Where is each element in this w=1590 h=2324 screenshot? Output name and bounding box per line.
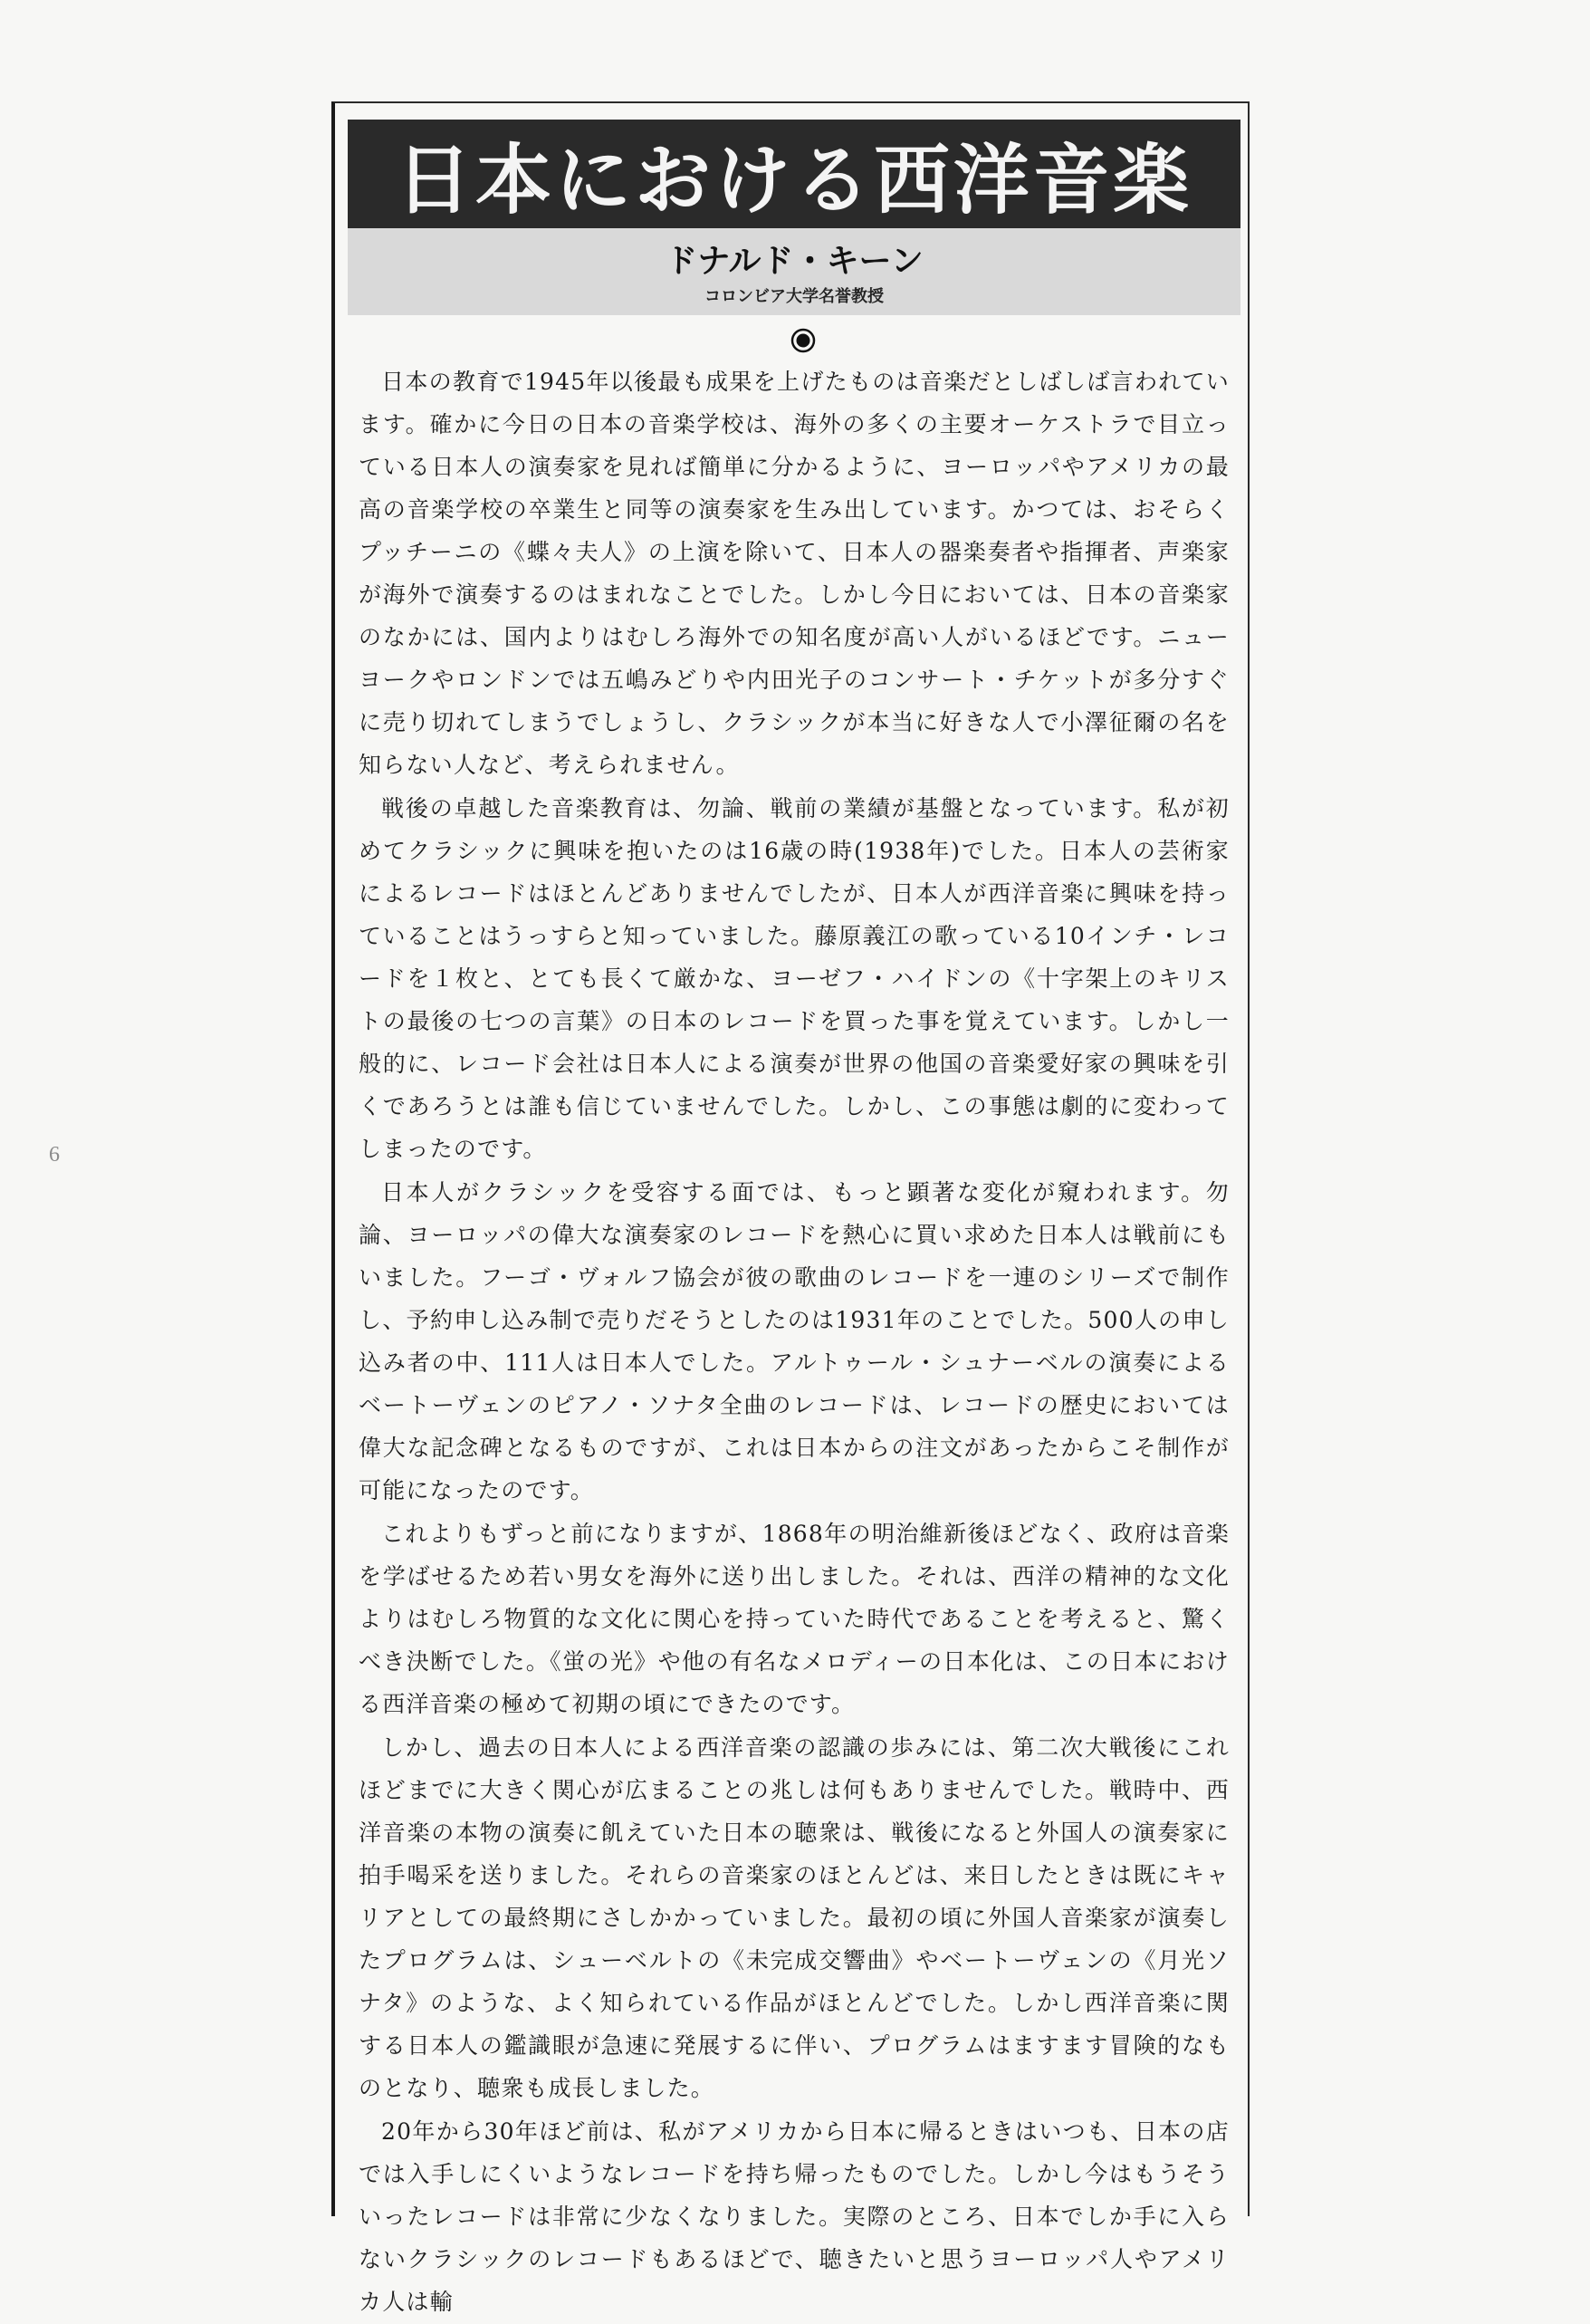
- author-name: ドナルド・キーン: [665, 243, 924, 280]
- paragraph: 戦後の卓越した音楽教育は、勿論、戦前の業績が基盤となっています。私が初めてクラシックに興味を抱いたのは16歳の時(1938年)でした。日本人の芸術家によるレコードはほとんどありませんでしたが、日本人が西洋音楽に興味を持っていることはうっすらと知っていました。藤原義江の歌っている10インチ・レコードを１枚と、とても長くて厳かな、ヨーゼフ・ハイドンの《十字架上のキリストの最後の七つの言葉》の日本のレコードを買った事を覚えています。しかし一般的に、レコード会社は日本人による演奏が世界の他国の音楽愛好家の興味を引くであろうとは誰も信じていませんでした。しかし、この事態は劇的に変わってしまったのです。: [359, 795, 1231, 1162]
- title-band: [348, 120, 1240, 228]
- page-number: 6: [49, 1143, 60, 1167]
- author-affiliation: コロンビア大学名誉教授: [704, 287, 884, 306]
- paragraph: 日本の教育で1945年以後最も成果を上げたものは音楽だとしばしば言われています。確かに今日の日本の音楽学校は、海外の多くの主要オーケストラで目立っている日本人の演奏家を見れば簡単に分かるように、ヨーロッパやアメリカの最高の音楽学校の卒業生と同等の演奏家を生み出しています。かつては、おそらくプッチーニの《蝶々夫人》の上演を除いて、日本人の器楽奏者や指揮者、声楽家が海外で演奏するのはまれなことでした。しかし今日においては、日本の音楽家のなかには、国内よりはむしろ海外での知名度が高い人がいるほどです。ニューヨークやロンドンでは五嶋みどりや内田光子のコンサート・チケットが多分すぐに売り切れてしまうでしょうし、クラシックが本当に好きな人で小澤征爾の名を知らない人など、考えられません。: [359, 369, 1231, 778]
- article-title: 日本における西洋音楽: [395, 134, 1192, 225]
- author-band: [348, 228, 1240, 315]
- paragraph: しかし、過去の日本人による西洋音楽の認識の歩みには、第二次大戦後にこれほどまでに大きく関心が広まることの兆しは何もありませんでした。戦時中、西洋音楽の本物の演奏に飢えていた日本の聴衆は、戦後になると外国人の演奏家に拍手喝采を送りました。それらの音楽家のほとんどは、来日したときは既にキャリアとしての最終期にさしかかっていました。最初の頃に外国人音楽家が演奏したプログラムは、シューベルトの《未完成交響曲》やベートーヴェンの《月光ソナタ》のような、よく知られている作品がほとんどでした。しかし西洋音楽に関する日本人の鑑識眼が急速に発展するに伴い、プログラムはますます冒険的なものとなり、聴衆も成長しました。: [359, 1734, 1231, 2101]
- paragraph: 日本人がクラシックを受容する面では、もっと顕著な変化が窺われます。勿論、ヨーロッパの偉大な演奏家のレコードを熱心に買い求めた日本人は戦前にもいました。フーゴ・ヴォルフ協会が彼の歌曲のレコードを一連のシリーズで制作し、予約申し込み制で売りだそうとしたのは1931年のことでした。500人の申し込み者の中、111人は日本人でした。アルトゥール・シュナーベルの演奏によるベートーヴェンのピアノ・ソナタ全曲のレコードは、レコードの歴史においては偉大な記念碑となるものですが、これは日本からの注文があったからこそ制作が可能になったのです。: [359, 1179, 1231, 1503]
- article-body: [359, 360, 1230, 2324]
- paragraph: これよりもずっと前になりますが、1868年の明治維新後ほどなく、政府は音楽を学ばせるため若い男女を海外に送り出しました。それは、西洋の精神的な文化よりはむしろ物質的な文化に関心を持っていた時代であることを考えると、驚くべき決断でした。《蛍の光》や他の有名なメロディーの日本化は、この日本における西洋音楽の極めて初期の頃にできたのです。: [359, 1521, 1230, 1717]
- paragraph: 20年から30年ほど前は、私がアメリカから日本に帰るときはいつも、日本の店では入手しにくいようなレコードを持ち帰ったものでした。しかし今はもうそういったレコードは非常に少なくなりました。実際のところ、日本でしか手に入らないクラシックのレコードもあるほどで、聴きたいと思うヨーロッパ人やアメリカ人は輸: [359, 2118, 1230, 2315]
- circle-dot-icon: [790, 328, 816, 353]
- article: [331, 101, 1250, 2315]
